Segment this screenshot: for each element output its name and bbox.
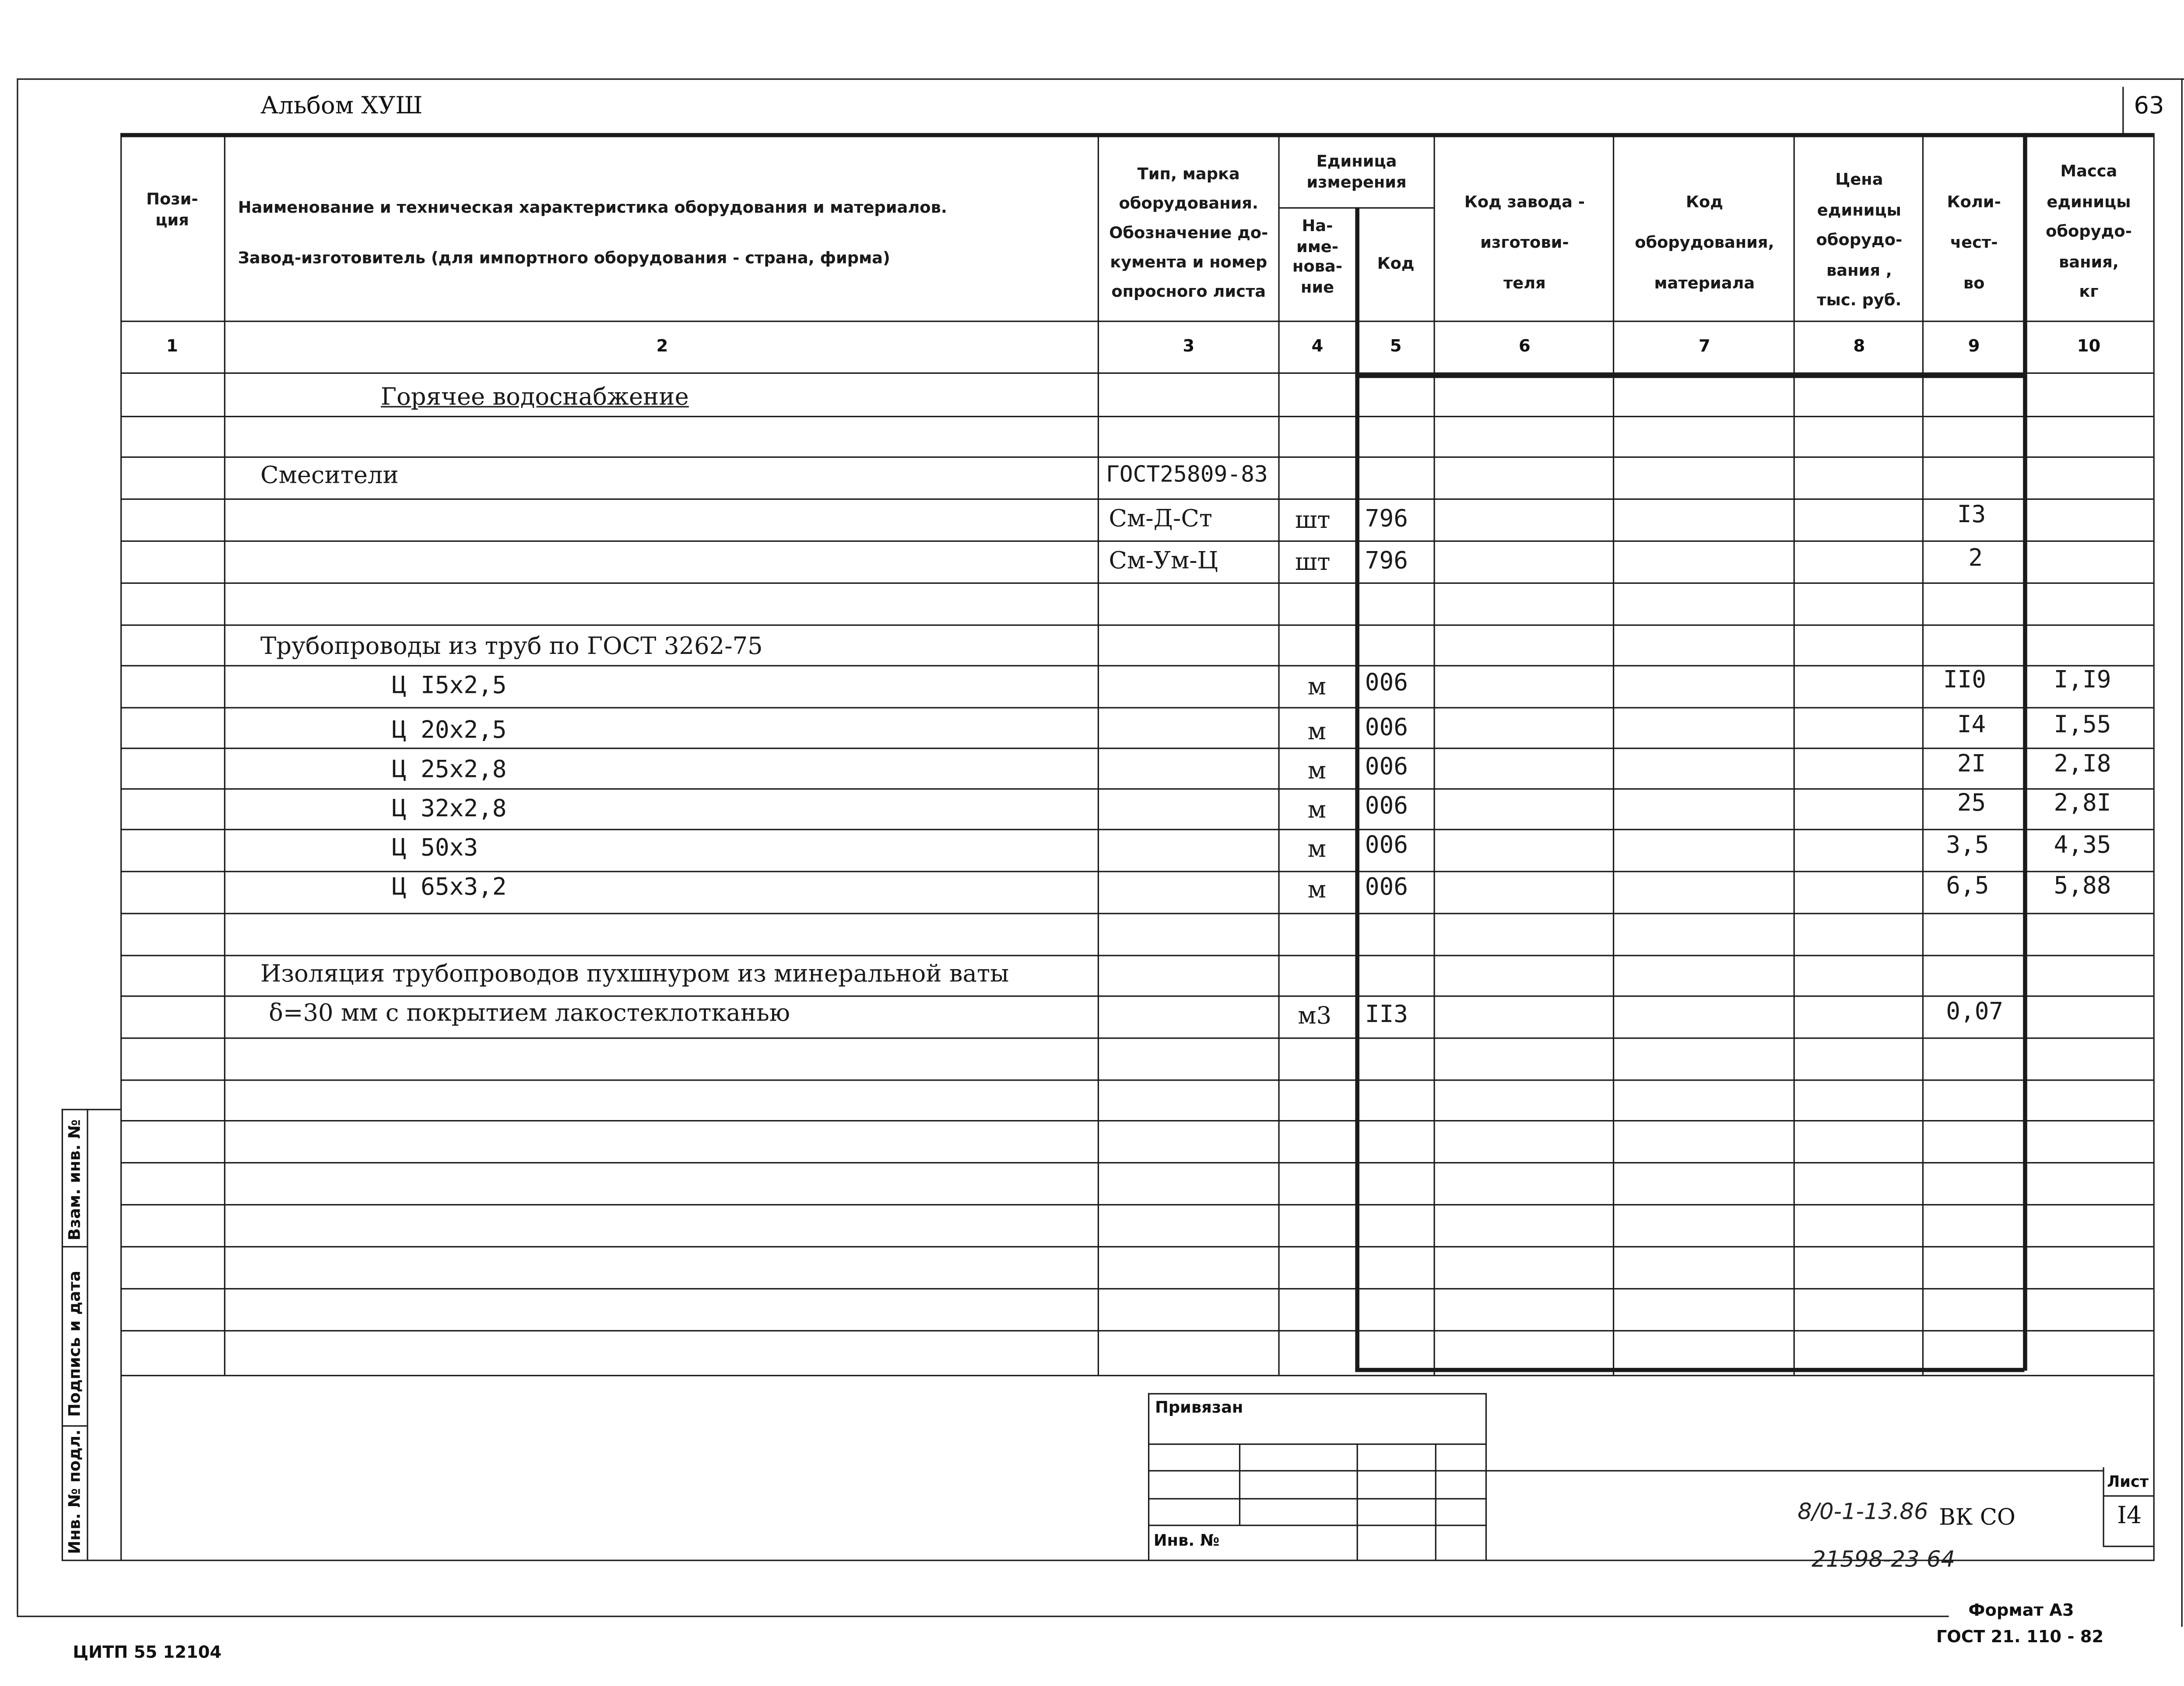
row-qty: I3 (1957, 501, 1986, 530)
inv-no-label: Инв. № (1153, 1530, 1220, 1550)
section-title: Горячее водоснабжение (381, 383, 689, 412)
stamp-vzam: Взам. инв. № (64, 1119, 84, 1241)
col-number: 3 (1183, 336, 1195, 356)
row-qty: 3,5 (1946, 832, 1989, 860)
row-unit: м (1307, 876, 1326, 905)
print-mark: ЦИТП 55 12104 (73, 1642, 222, 1662)
col-quantity-header: Коли- чест- во (1947, 192, 2001, 293)
row-mass: 5,88 (2054, 872, 2111, 900)
row-line (120, 541, 2153, 542)
row-line (120, 788, 2153, 790)
row-unit: м (1307, 757, 1326, 786)
row-line (120, 457, 2153, 458)
row-name: Ц 65х3,2 (392, 874, 507, 902)
col-price-header: Цена единицы оборудо- вания , тыс. руб. (1816, 169, 1903, 309)
row-code: 796 (1365, 547, 1408, 576)
row-qty: 2 (1968, 544, 1983, 573)
row-line (120, 1288, 2153, 1289)
row-mass: I,I9 (2054, 666, 2111, 695)
doc-code-type: ВК СО (1939, 1503, 2015, 1531)
row-code: II3 (1365, 1001, 1408, 1029)
col-number: 6 (1519, 336, 1531, 356)
row-unit: шт (1295, 506, 1331, 535)
page-number: 63 (2134, 92, 2164, 121)
row-code: 006 (1365, 874, 1408, 902)
col-equipment-code-header: Код оборудования, материала (1635, 192, 1774, 293)
row-line (120, 583, 2153, 584)
col-unit-name-header: На- име- нова- ние (1292, 215, 1343, 296)
col-number: 5 (1390, 336, 1402, 356)
row-unit: м3 (1298, 1002, 1332, 1031)
row-qty: I4 (1957, 711, 1986, 739)
col-mass-header: Масса единицы оборудо- вания, кг (2046, 161, 2132, 301)
row-unit: м (1307, 836, 1326, 864)
row-qty: 6,5 (1946, 872, 1989, 900)
col-number: 1 (166, 336, 178, 356)
row-line (120, 829, 2153, 830)
row-qty: 0,07 (1946, 998, 2004, 1026)
row-line (120, 1246, 2153, 1247)
row-name: Ц 25х2,8 (392, 756, 507, 784)
row-mass: 2,8I (2054, 790, 2111, 818)
stamp-inv: Инв. № подл. (64, 1429, 84, 1554)
row-code: 796 (1365, 505, 1408, 534)
album-title: Альбом ХУШ (260, 92, 423, 121)
row-line (120, 1330, 2153, 1331)
doc-code-handwritten: 8/0-1-13.86 (1798, 1498, 1928, 1525)
row-type: См-Д-Ст (1109, 505, 1212, 534)
row-code: 006 (1365, 753, 1408, 781)
row-name: Трубопроводы из труб по ГОСТ 3262-75 (260, 632, 763, 661)
col-type-header: Тип, марка оборудования. Обозначение до- кумента и номер опросного листа (1109, 164, 1268, 301)
row-type: ГОСТ25809-83 (1106, 460, 1268, 488)
row-mass: I,55 (2054, 711, 2111, 739)
row-line (120, 665, 2153, 666)
row-line (120, 707, 2153, 708)
col-maker-code-header: Код завода - изготови- теля (1464, 192, 1585, 293)
row-line (120, 625, 2153, 626)
row-unit: м (1307, 718, 1326, 746)
row-line (120, 955, 2153, 956)
row-code: 006 (1365, 792, 1408, 821)
col-number: 10 (2077, 336, 2101, 356)
row-code: 006 (1365, 669, 1408, 697)
stamp-podpis: Подпись и дата (64, 1270, 84, 1417)
row-line (120, 1037, 2153, 1039)
row-qty: 2I (1957, 750, 1986, 779)
row-name: Ц I5х2,5 (392, 672, 507, 700)
col-unit-code-header: Код (1377, 253, 1415, 273)
row-name: Смесители (260, 462, 399, 490)
row-unit: шт (1295, 548, 1331, 577)
row-unit: м (1307, 673, 1326, 702)
row-qty: 25 (1957, 790, 1986, 818)
archive-number: 21598-23 64 (1812, 1546, 1955, 1573)
col-number: 2 (656, 336, 668, 356)
row-line (120, 1162, 2153, 1163)
row-name: Ц 32х2,8 (392, 795, 507, 823)
row-line (120, 499, 2153, 500)
gost-label: ГОСТ 21. 110 - 82 (1936, 1626, 2104, 1647)
col-position-header: Пози- ция (146, 189, 198, 229)
col-number: 4 (1311, 336, 1324, 356)
row-code: 006 (1365, 714, 1408, 742)
col-name-header: Наименование и техническая характеристика оборудования и материалов. Завод-изготовитель (для импортного оборудования - страна, фирма) (238, 197, 947, 267)
format-label: Формат А3 (1968, 1600, 2074, 1620)
col-number: 7 (1699, 336, 1710, 356)
row-line (120, 1079, 2153, 1081)
row-line (120, 1120, 2153, 1121)
col-number: 8 (1853, 336, 1865, 356)
row-code: 006 (1365, 832, 1408, 860)
row-line (120, 1204, 2153, 1205)
row-name: Изоляция трубопроводов пухшнуром из минеральной ваты (260, 960, 1009, 989)
row-line (120, 871, 2153, 872)
col-unit-header: Единица измерения (1306, 151, 1407, 191)
sheet-label: Лист (2107, 1473, 2149, 1491)
col-number: 9 (1968, 336, 1980, 356)
row-name: δ=30 мм с покрытием лакостеклотканью (269, 999, 790, 1028)
row-line (120, 416, 2153, 417)
row-unit: м (1307, 797, 1326, 825)
privyazan-label: Привязан (1155, 1397, 1243, 1417)
row-mass: 4,35 (2054, 832, 2111, 860)
row-line (120, 748, 2153, 749)
row-line (120, 913, 2153, 914)
row-name: Ц 20х2,5 (392, 717, 507, 745)
sheet-number: I4 (2117, 1502, 2142, 1531)
row-mass: 2,I8 (2054, 750, 2111, 779)
row-qty: II0 (1943, 666, 1987, 695)
row-name: Ц 50х3 (392, 834, 478, 863)
row-line (120, 995, 2153, 997)
row-type: См-Ум-Ц (1109, 547, 1218, 576)
